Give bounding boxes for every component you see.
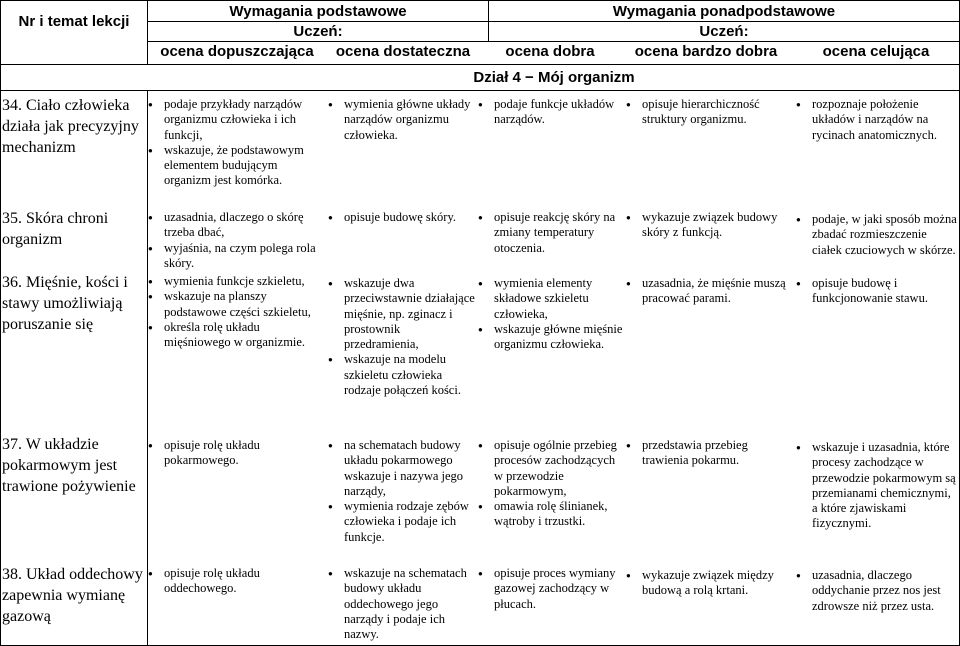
- list-item: ● wymienia rodzaje zębów człowieka i podaje ich funkcje.: [328, 499, 476, 545]
- requirements-cell: [148, 210, 326, 271]
- requirements-cell: [626, 97, 794, 128]
- list-item: ● przedstawia przebieg trawienia pokarmu.: [626, 438, 794, 469]
- grade-label: ocena dostateczna: [335, 43, 471, 60]
- requirements-cell: [796, 276, 958, 307]
- requirements-cell: [148, 438, 326, 469]
- header-divider-3: [0, 64, 960, 65]
- header-basic: Wymagania podstawowe: [229, 3, 407, 20]
- requirements-cell: [478, 97, 624, 128]
- list-item: ● opisuje hierarchiczność struktury organizmu.: [626, 97, 794, 128]
- list-item: ● wskazuje na schematach budowy układu oddechowego jego narządy i podaje ich nazwy.: [328, 566, 476, 642]
- section-title: Dział 4 − Mój organizm: [473, 69, 635, 86]
- header-divider-2: [148, 41, 960, 42]
- table-border-top: [0, 0, 960, 1]
- list-item: ● rozpoznaje położenie układów i narządów na rycinach anatomicznych.: [796, 97, 958, 143]
- list-item: ● wskazuje dwa przeciwstawnie działające mięśnie, np. zginacz i prostownik przedramienia,: [328, 276, 476, 352]
- list-item: ● opisuje budowę skóry.: [328, 210, 476, 225]
- list-item: ● podaje przykłady narządów organizmu człowieka i ich funkcji,: [148, 97, 326, 143]
- list-item: ● opisuje budowę i funkcjonowanie stawu.: [796, 276, 958, 307]
- header-student-advanced: Uczeń:: [699, 23, 749, 40]
- requirements-cell: [148, 274, 326, 350]
- list-item: ● uzasadnia, że mięśnie muszą pracować parami.: [626, 276, 794, 307]
- requirements-cell: [148, 566, 326, 597]
- list-item: ● podaje, w jaki sposób można zbadać rozmieszczenie ciałek czuciowych w skórze.: [796, 212, 958, 258]
- requirements-cell: [626, 568, 794, 599]
- requirements-cell: [328, 97, 476, 143]
- list-item: ● uzasadnia, dlaczego o skórę trzeba dbać,: [148, 210, 326, 241]
- list-item: ● podaje funkcje układów narządów.: [478, 97, 624, 128]
- requirements-cell: [626, 210, 794, 241]
- list-item: ● wskazuje główne mięśnie organizmu człowieka.: [478, 322, 624, 353]
- table-border-left: [0, 0, 1, 646]
- header-advanced: Wymagania ponadpodstawowe: [612, 3, 836, 20]
- lesson-topic: 37. W układzie pokarmowym jest trawione pożywienie: [2, 436, 136, 495]
- section-divider: [0, 90, 960, 91]
- grade-label: ocena dobra: [505, 43, 595, 60]
- requirements-cell: [478, 276, 624, 352]
- list-item: ● omawia rolę ślinianek, wątroby i trzustki.: [478, 499, 624, 530]
- requirements-cell: [478, 566, 624, 612]
- list-item: ● wskazuje, że podstawowym elementem budującym organizm jest komórka.: [148, 143, 326, 189]
- requirements-cell: [796, 97, 958, 143]
- grade-label: ocena dopuszczająca: [160, 43, 314, 60]
- requirements-cell: [626, 438, 794, 469]
- lesson-topic: 38. Układ oddechowy zapewnia wymianę gazową: [2, 566, 143, 625]
- grade-label: ocena celująca: [822, 43, 930, 60]
- lesson-topic: 34. Ciało człowieka działa jak precyzyjny mechanizm: [2, 97, 139, 156]
- list-item: ● opisuje rolę układu oddechowego.: [148, 566, 326, 597]
- requirements-cell: [328, 210, 476, 225]
- list-item: ● opisuje proces wymiany gazowej zachodzący w płucach.: [478, 566, 624, 612]
- lesson-topic: 36. Mięśnie, kości i stawy umożliwiają poruszanie się: [2, 274, 128, 333]
- list-item: ● określa rolę układu mięśniowego w organizmie.: [148, 320, 326, 351]
- requirements-cell: [478, 210, 624, 256]
- grade-label: ocena bardzo dobra: [634, 43, 778, 60]
- list-item: ● wskazuje i uzasadnia, które procesy zachodzące w przewodzie pokarmowym są przemianami chemicznymi, a które zjawiskami fizycznymi.: [796, 440, 958, 532]
- list-item: ● wymienia elementy składowe szkieletu człowieka,: [478, 276, 624, 322]
- list-item: ● uzasadnia, dlaczego oddychanie przez nos jest zdrowsze niż przez usta.: [796, 568, 958, 614]
- header-student-basic: Uczeń:: [293, 23, 343, 40]
- list-item: ● wyjaśnia, na czym polega rola skóry.: [148, 241, 326, 272]
- requirements-cell: [328, 276, 476, 398]
- list-item: ● wykazuje związek między budową a rolą krtani.: [626, 568, 794, 599]
- list-item: ● opisuje rolę układu pokarmowego.: [148, 438, 326, 469]
- list-item: ● wymienia główne układy narządów organizmu człowieka.: [328, 97, 476, 143]
- requirements-cell: [626, 276, 794, 307]
- requirements-cell: [478, 438, 624, 530]
- lesson-topic: 35. Skóra chroni organizm: [2, 210, 109, 248]
- list-item: ● opisuje reakcję skóry na zmiany temperatury otoczenia.: [478, 210, 624, 256]
- requirements-cell: [328, 438, 476, 545]
- header-divider-1: [148, 21, 960, 22]
- list-item: ● opisuje ogólnie przebieg procesów zachodzących w przewodzie pokarmowym,: [478, 438, 624, 499]
- requirements-cell: [148, 97, 326, 189]
- requirements-cell: [796, 212, 958, 258]
- list-item: ● na schematach budowy układu pokarmowego wskazuje i nazywa jego narządy,: [328, 438, 476, 499]
- list-item: ● wykazuje związek budowy skóry z funkcją.: [626, 210, 794, 241]
- header-topic: Nr i temat lekcji: [18, 13, 130, 30]
- list-item: ● wskazuje na planszy podstawowe części szkieletu,: [148, 289, 326, 320]
- requirements-cell: [796, 440, 958, 532]
- requirements-cell: [796, 568, 958, 614]
- list-item: ● wymienia funkcje szkieletu,: [148, 274, 326, 289]
- requirements-cell: [328, 566, 476, 642]
- list-item: ● wskazuje na modelu szkieletu człowieka rodzaje połączeń kości.: [328, 352, 476, 398]
